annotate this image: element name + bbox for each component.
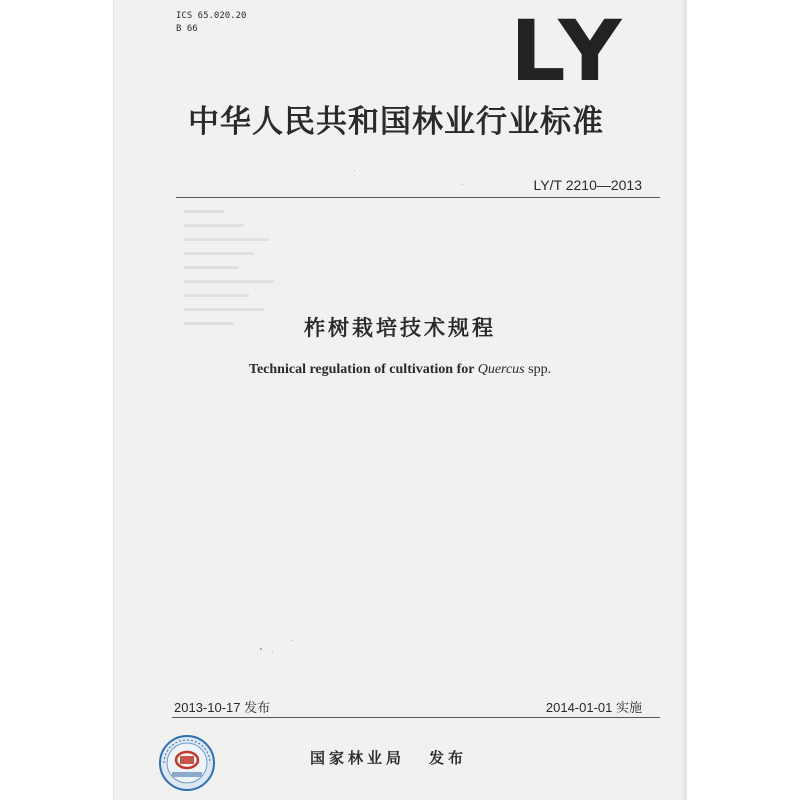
ly-logo: LY [510, 2, 628, 100]
footer-divider [172, 717, 660, 718]
header-divider [176, 197, 660, 198]
title-en-suffix: spp. [524, 362, 552, 377]
document-cover [114, 0, 686, 800]
standard-title: 中华人民共和国林业行业标准 [188, 104, 604, 140]
standard-code: LY/T 2210—2013 [533, 177, 642, 193]
issuer-line [310, 747, 467, 768]
classification-codes [176, 10, 246, 36]
issuer-action: 发布 [429, 749, 468, 767]
publish-date: 2013-10-17 发布 [174, 700, 271, 715]
implement-date: 2014-01-01 实施 [545, 700, 642, 715]
ccs-code: B 66 [176, 24, 198, 34]
anti-counterfeit-seal-icon [158, 734, 216, 792]
document-title-english [114, 362, 686, 378]
title-en-prefix: Technical regulation of cultivation for [248, 362, 478, 377]
title-en-genus: Quercus [477, 362, 525, 377]
ics-code: ICS 65.020.20 [176, 11, 247, 21]
issuer-name: 国家林业局 [310, 749, 406, 767]
document-title-chinese: 柞树栽培技术规程 [304, 316, 496, 340]
